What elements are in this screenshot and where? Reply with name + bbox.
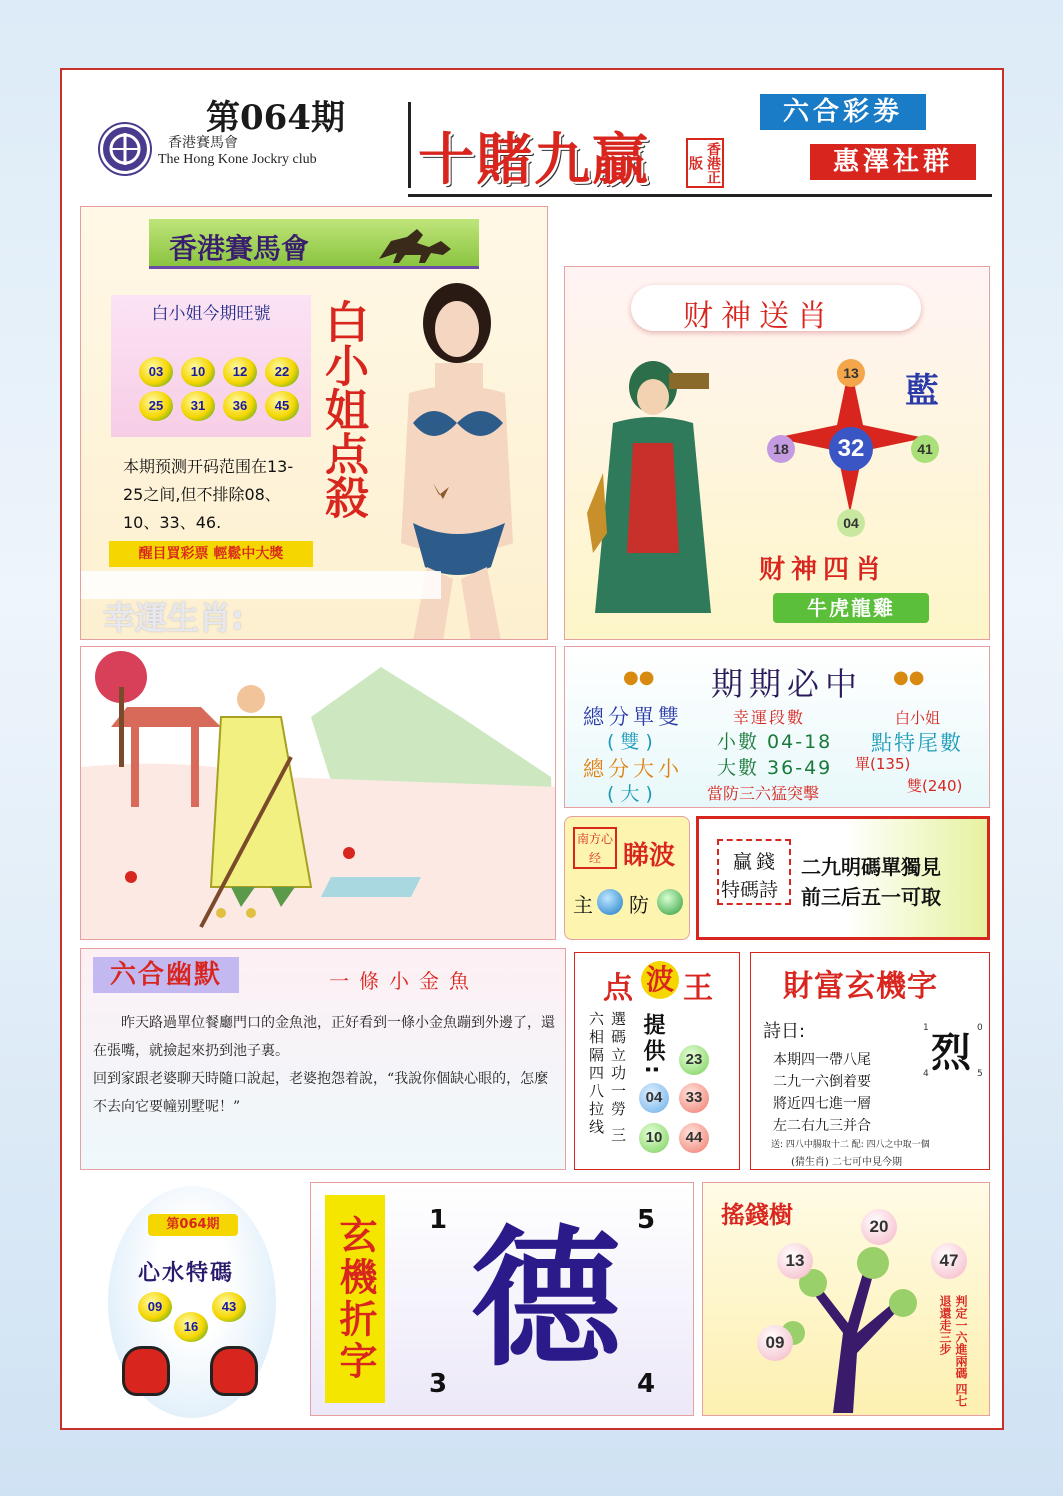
horse-icon xyxy=(371,219,461,273)
number-box-title: 白小姐今期旺號 xyxy=(151,304,271,324)
dianbo-ball: 10 xyxy=(639,1123,669,1153)
xinshui-title: 心水特碼 xyxy=(138,1261,235,1286)
caifu-corner-3: 4 xyxy=(923,1069,929,1079)
caifu-note-1: 送: 四八中腸取十二 配: 四八之中取一個 xyxy=(771,1140,930,1150)
xuanji-corner-3: 3 xyxy=(429,1369,448,1399)
wave-panel xyxy=(564,816,690,940)
god-top-number: 13 xyxy=(837,359,865,387)
lucky-number-ball: 25 xyxy=(139,391,173,421)
humor-tag: 六合幽默 xyxy=(93,957,239,993)
god-center-number: 32 xyxy=(829,427,873,471)
qiqi-left1: 總分單雙 xyxy=(583,705,683,729)
header xyxy=(66,72,992,200)
poem-panel xyxy=(696,816,990,940)
forecast-text: 本期预测开码范围在13-25之间,但不排除08、10、33、46. xyxy=(123,457,294,532)
caifu-line: 本期四一帶八尾 xyxy=(773,1052,871,1068)
caifu-char: 烈 xyxy=(931,1030,971,1076)
jockey-panel xyxy=(80,206,548,640)
monk-painting xyxy=(80,646,556,940)
issue-number: 第064期 xyxy=(206,98,345,138)
dianbo-title-2: 波 xyxy=(641,961,679,999)
xuanji-vertical: 玄機折字 xyxy=(325,1195,385,1403)
xuanji-corner-1: 1 xyxy=(429,1205,448,1235)
god-color: 藍 xyxy=(905,371,939,411)
god-panel xyxy=(564,266,990,640)
qiqi-panel xyxy=(564,646,990,808)
caifu-poem-label: 詩日: xyxy=(763,1021,806,1042)
qiqi-mid1: 小數 04-18 xyxy=(717,731,833,753)
xuanji-char: 德 xyxy=(471,1213,622,1387)
caifu-panel xyxy=(750,952,990,1170)
lucky-number-ball: 22 xyxy=(265,357,299,387)
dianbo-verse: 選碼立功一勞 三六相隔四八拉线 xyxy=(587,1011,627,1145)
dianbo-title-1: 点 xyxy=(603,971,633,1006)
qiqi-left2: 總分大小 xyxy=(583,757,683,781)
god-zodiacs: 牛虎龍雞 xyxy=(773,593,929,623)
god-bottom-number: 04 xyxy=(837,509,865,537)
qiqi-left1-value: (雙) xyxy=(607,731,659,753)
lucky-zodiac-label: 幸運生肖: xyxy=(103,599,244,637)
xuanji-corner-2: 5 xyxy=(637,1205,656,1235)
caifu-note-2: (猜生肖) 二七可中見今期 xyxy=(791,1157,902,1168)
dianbo-ball: 33 xyxy=(679,1083,709,1113)
qiqi-mid-title: 幸運段數 xyxy=(733,708,806,727)
coin-icon: ●● xyxy=(893,667,925,688)
tree-ball: 13 xyxy=(777,1243,813,1279)
caifu-corner-4: 5 xyxy=(977,1069,983,1079)
tree-ball: 09 xyxy=(757,1325,793,1361)
god-right-number: 41 xyxy=(911,435,939,463)
wave-guard-label: 防 xyxy=(629,893,649,917)
club-name-cn: 香港賽馬會 xyxy=(168,135,238,151)
caifu-title: 財富玄機字 xyxy=(783,969,938,1004)
god-figure xyxy=(583,353,733,627)
lucky-number-ball: 12 xyxy=(223,357,257,387)
money-tree-panel xyxy=(702,1182,990,1416)
qiqi-title: 期期必中 xyxy=(711,665,864,703)
boxing-glove-icon xyxy=(210,1346,258,1396)
wave-main-label: 主 xyxy=(573,893,593,917)
qiqi-mid3: 當防三六猛突擊 xyxy=(707,784,820,803)
caifu-corner-2: 0 xyxy=(977,1023,983,1033)
god-banner-text: 财神送肖 xyxy=(683,299,835,334)
xinshui-panel xyxy=(108,1186,276,1418)
caifu-line: 將近四七進一層 xyxy=(773,1096,871,1112)
caifu-line: 左二右九三并合 xyxy=(773,1118,871,1134)
vertical-title: 白小姐点殺 xyxy=(317,299,368,519)
god-left-number: 18 xyxy=(767,435,795,463)
xinshui-ball: 09 xyxy=(138,1292,172,1322)
dianbo-title-3: 王 xyxy=(683,971,713,1006)
qiqi-right-title: 白小姐 xyxy=(895,709,941,727)
lucky-number-ball: 45 xyxy=(265,391,299,421)
header-divider xyxy=(408,102,411,188)
xuanji-corner-4: 4 xyxy=(637,1369,656,1399)
lucky-number-ball: 03 xyxy=(139,357,173,387)
tag-community: 惠澤社群 xyxy=(810,144,976,180)
wave-tag: 南方心经 xyxy=(573,827,617,869)
qiqi-double: 雙(240) xyxy=(907,777,963,795)
blue-ball-icon xyxy=(597,889,623,915)
dianbo-tip: 提供: xyxy=(640,1013,665,1078)
humor-title: 一條小金魚 xyxy=(329,969,479,993)
boxing-glove-icon xyxy=(122,1346,170,1396)
tree-ball: 47 xyxy=(931,1243,967,1279)
poem-label1: 贏錢 xyxy=(733,851,780,873)
main-title: 十賭九贏 xyxy=(418,127,650,193)
caifu-corner-1: 1 xyxy=(923,1023,929,1033)
poem-line1: 二九明碼單獨見 xyxy=(801,855,941,879)
tree-title: 搖錢樹 xyxy=(721,1201,793,1229)
xinshui-ball: 16 xyxy=(174,1312,208,1342)
lucky-number-ball: 31 xyxy=(181,391,215,421)
club-name-en: The Hong Kone Jockry club xyxy=(158,152,317,167)
lucky-number-ball: 10 xyxy=(181,357,215,387)
tree-verse: 判定一六進兩碼 四七退還走三步 xyxy=(938,1295,968,1408)
lucky-number-ball: 36 xyxy=(223,391,257,421)
qiqi-left2-value: (大) xyxy=(607,783,659,805)
poem-line2: 前三后五一可取 xyxy=(801,885,941,909)
tree-ball: 20 xyxy=(861,1209,897,1245)
dianbo-panel xyxy=(574,952,740,1170)
xinshui-issue: 第064期 xyxy=(148,1214,238,1236)
dianbo-ball: 04 xyxy=(639,1083,669,1113)
jockey-banner-text: 香港賽馬會 xyxy=(169,232,310,265)
edition-tag: 香港正版 xyxy=(686,138,724,188)
wave-title: 睇波 xyxy=(623,841,676,871)
dianbo-ball: 44 xyxy=(679,1123,709,1153)
poem-label2: 特碼詩 xyxy=(721,879,779,901)
god-subtitle: 财神四肖 xyxy=(759,555,888,585)
humor-body-2: 回到家跟老婆聊天時隨口說起，老婆抱怨着說，“我說你個缺心眼的，怎麼不去向它要幢别墅呢！” xyxy=(93,1071,549,1115)
caifu-line: 二九一六倒着要 xyxy=(773,1074,871,1090)
tag-lottery: 六合彩劵 xyxy=(760,94,926,130)
qiqi-mid2: 大數 36-49 xyxy=(717,757,833,779)
jockey-club-logo xyxy=(100,124,150,174)
coin-icon: ●● xyxy=(623,667,655,688)
xinshui-ball: 43 xyxy=(212,1292,246,1322)
humor-panel xyxy=(80,948,566,1170)
qiqi-single: 單(135) xyxy=(855,755,911,773)
dianbo-ball: 23 xyxy=(679,1045,709,1075)
slogan-bar: 醒目買彩票 輕鬆中大獎 xyxy=(109,541,313,567)
qiqi-right-sub: 點特尾數 xyxy=(871,731,963,755)
green-ball-icon xyxy=(657,889,683,915)
humor-body-1: 昨天路過單位餐廳門口的金魚池，正好看到一條小金魚蹦到外邊了，還在張嘴，就撿起來扔到池子裏。 xyxy=(93,1015,555,1059)
xuanji-panel xyxy=(310,1182,694,1416)
